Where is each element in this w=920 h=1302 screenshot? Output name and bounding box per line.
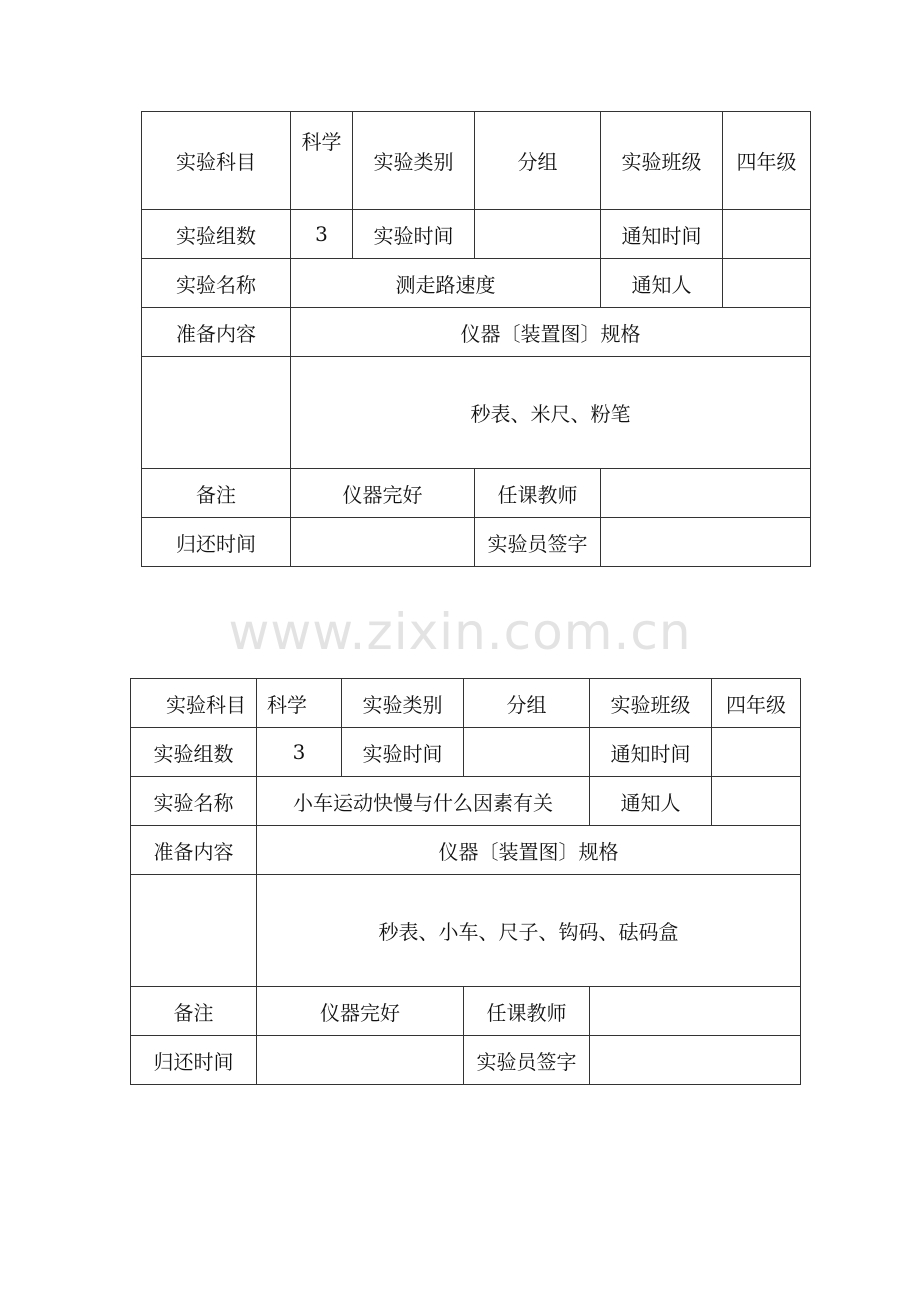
experiment-form-2	[130, 678, 801, 1085]
groups-label: 实验组数	[131, 728, 257, 777]
remarks-label: 备注	[142, 469, 291, 518]
groups-value: 3	[291, 210, 353, 259]
time-label: 实验时间	[342, 728, 464, 777]
category-value: 分组	[464, 679, 590, 728]
remarks-label: 备注	[131, 987, 257, 1036]
notify-time-label: 通知时间	[590, 728, 712, 777]
subject-value: 科学	[257, 679, 342, 728]
remarks-value: 仪器完好	[257, 987, 464, 1036]
staff-value	[601, 518, 811, 567]
category-label: 实验类别	[353, 112, 475, 210]
notify-time-value	[712, 728, 801, 777]
watermark: www.zixin.com.cn	[228, 603, 692, 661]
materials: 秒表、米尺、粉笔	[291, 357, 811, 469]
teacher-value	[590, 987, 801, 1036]
subject-value: 科学	[291, 112, 353, 210]
notifier-label: 通知人	[590, 777, 712, 826]
prep-label: 准备内容	[131, 826, 257, 875]
class-label: 实验班级	[590, 679, 712, 728]
class-label: 实验班级	[601, 112, 723, 210]
groups-value: 3	[257, 728, 342, 777]
prep-blank	[131, 875, 257, 987]
notify-time-label: 通知时间	[601, 210, 723, 259]
name-value: 测走路速度	[291, 259, 601, 308]
name-label: 实验名称	[142, 259, 291, 308]
notifier-value	[723, 259, 811, 308]
prep-blank	[142, 357, 291, 469]
class-value: 四年级	[723, 112, 811, 210]
materials: 秒表、小车、尺子、钩码、砝码盒	[257, 875, 801, 987]
remarks-value: 仪器完好	[291, 469, 475, 518]
staff-value	[590, 1036, 801, 1085]
teacher-label: 任课教师	[464, 987, 590, 1036]
return-label: 归还时间	[131, 1036, 257, 1085]
return-label: 归还时间	[142, 518, 291, 567]
notifier-label: 通知人	[601, 259, 723, 308]
category-value: 分组	[475, 112, 601, 210]
staff-label: 实验员签字	[464, 1036, 590, 1085]
return-value	[291, 518, 475, 567]
name-label: 实验名称	[131, 777, 257, 826]
staff-label: 实验员签字	[475, 518, 601, 567]
subject-label: 实验科目	[142, 112, 291, 210]
time-value	[475, 210, 601, 259]
time-value	[464, 728, 590, 777]
teacher-value	[601, 469, 811, 518]
time-label: 实验时间	[353, 210, 475, 259]
category-label: 实验类别	[342, 679, 464, 728]
groups-label: 实验组数	[142, 210, 291, 259]
return-value	[257, 1036, 464, 1085]
subject-label: 实验科目	[131, 679, 257, 728]
name-value: 小车运动快慢与什么因素有关	[257, 777, 590, 826]
prep-header: 仪器〔装置图〕规格	[257, 826, 801, 875]
class-value: 四年级	[712, 679, 801, 728]
notifier-value	[712, 777, 801, 826]
notify-time-value	[723, 210, 811, 259]
prep-header: 仪器〔装置图〕规格	[291, 308, 811, 357]
teacher-label: 任课教师	[475, 469, 601, 518]
prep-label: 准备内容	[142, 308, 291, 357]
experiment-form-1	[141, 111, 811, 567]
